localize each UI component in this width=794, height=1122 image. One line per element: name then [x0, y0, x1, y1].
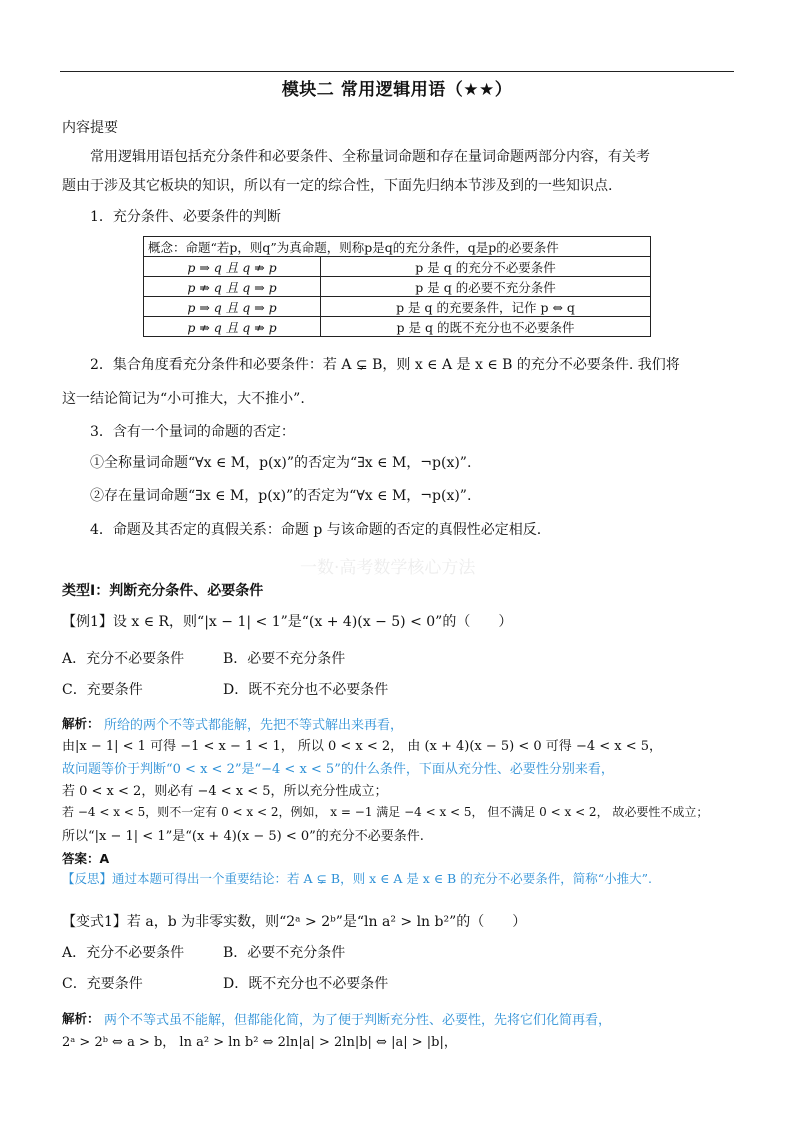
table-cell-condition: p ⇒ q 且 q ⇏ p — [144, 257, 321, 277]
variant-1-option-a: A．充分不必要条件 — [62, 945, 185, 961]
variant-1-solution-label: 解析： — [62, 1011, 100, 1026]
example-1-solution-line: 所以“|x − 1| < 1”是“(x + 4)(x − 5) < 0”的充分不必要条件. — [62, 829, 424, 844]
table-cell-condition: p ⇒ q 且 q ⇒ p — [144, 297, 321, 317]
example-1-option-b: B．必要不充分条件 — [223, 651, 346, 667]
table-row — [144, 277, 651, 297]
type-1-heading: 类型Ⅰ：判断充分条件、必要条件 — [62, 583, 264, 599]
page-title: 模块二 常用逻辑用语（★★） — [281, 80, 513, 100]
example-1-solution-line: 由|x − 1| < 1 可得 −1 < x − 1 < 1， 所以 0 < x < 2， 由 (x + 4)(x − 5) < 0 可得 −4 < x < 5， — [62, 739, 663, 754]
variant-1-question: 【变式1】若 a，b 为非零实数，则“2ᵃ > 2ᵇ”是“ln a² > ln b²”的（ ） — [62, 914, 527, 930]
example-1-option-d: D．既不充分也不必要条件 — [223, 682, 389, 698]
example-1-question: 【例1】设 x ∈ R，则“|x − 1| < 1”是“(x + 4)(x − 5) < 0”的（ ） — [62, 614, 513, 630]
table-cell-result: p 是 q 的充要条件，记作 p ⇔ q — [321, 297, 651, 317]
table-cell-condition: p ⇏ q 且 q ⇏ p — [144, 317, 321, 337]
table-cell-result: p 是 q 的既不充分也不必要条件 — [321, 317, 651, 337]
condition-table — [143, 236, 651, 337]
section-heading: 内容提要 — [62, 120, 118, 136]
table-header-row — [144, 237, 651, 257]
variant-1-option-d: D．既不充分也不必要条件 — [223, 976, 389, 992]
top-rule — [60, 71, 734, 72]
table-header-cell: 概念：命题“若p，则q”为真命题，则称p是q的充分条件，q是p的必要条件 — [144, 237, 651, 257]
example-1-solution-line: 故问题等价于判断“0 < x < 2”是“−4 < x < 5”的什么条件，下面从充分性、必要性分别来看， — [62, 762, 614, 777]
example-1-solution-label: 解析： — [62, 716, 100, 731]
example-1-option-a: A．充分不必要条件 — [62, 651, 185, 667]
example-1-solution-line: 所给的两个不等式都能解，先把不等式解出来再看， — [104, 718, 404, 733]
point-1-heading: 1．充分条件、必要条件的判断 — [90, 209, 281, 225]
point-3-heading: 3．含有一个量词的命题的否定： — [90, 424, 295, 440]
point-3-a: ①全称量词命题“∀x ∈ M，p(x)”的否定为“∃x ∈ M，¬p(x)”. — [90, 455, 472, 471]
table-row — [144, 317, 651, 337]
table-cell-condition: p ⇏ q 且 q ⇒ p — [144, 277, 321, 297]
point-2-line-2: 这一结论简记为“小可推大，大不推小”. — [62, 391, 305, 407]
example-1-answer: 答案：A — [62, 851, 110, 866]
point-2-line-1: 2．集合角度看充分条件和必要条件：若 A ⊊ B，则 x ∈ A 是 x ∈ B 的充分不必要条件. 我们将 — [90, 357, 680, 373]
variant-1-option-c: C．充要条件 — [62, 976, 143, 992]
table-row — [144, 257, 651, 277]
example-1-solution-line: 若 −4 < x < 5，则不一定有 0 < x < 2，例如， x = −1 满足 −4 < x < 5， 但不满足 0 < x < 2， 故必要性不成立； — [62, 805, 709, 819]
variant-1-solution-line: 两个不等式虽不能解，但都能化简，为了便于判断充分性、必要性，先将它们化简再看， — [104, 1013, 612, 1028]
table-cell-result: p 是 q 的充分不必要条件 — [321, 257, 651, 277]
variant-1-solution-line: 2ᵃ > 2ᵇ ⇔ a > b， ln a² > ln b² ⇔ 2ln|a| > 2ln|b| ⇔ |a| > |b|， — [62, 1035, 457, 1050]
point-3-b: ②存在量词命题“∃x ∈ M，p(x)”的否定为“∀x ∈ M，¬p(x)”. — [90, 488, 472, 504]
table-cell-result: p 是 q 的必要不充分条件 — [321, 277, 651, 297]
example-1-option-c: C．充要条件 — [62, 682, 143, 698]
intro-line-2: 题由于涉及其它板块的知识，所以有一定的综合性，下面先归纳本节涉及到的一些知识点. — [62, 178, 613, 194]
example-1-solution-line: 若 0 < x < 2，则必有 −4 < x < 5，所以充分性成立； — [62, 784, 388, 799]
table-row — [144, 297, 651, 317]
intro-line-1: 常用逻辑用语包括充分条件和必要条件、全称量词命题和存在量词命题两部分内容，有关考 — [90, 149, 650, 165]
variant-1-option-b: B．必要不充分条件 — [223, 945, 346, 961]
watermark: 一数·高考数学核心方法 — [300, 558, 476, 578]
example-1-reflection: 【反思】通过本题可得出一个重要结论：若 A ⊊ B，则 x ∈ A 是 x ∈ B 的充分不必要条件，简称“小推大”. — [62, 871, 652, 886]
point-4: 4．命题及其否定的真假关系：命题 p 与该命题的否定的真假性必定相反. — [90, 522, 542, 538]
